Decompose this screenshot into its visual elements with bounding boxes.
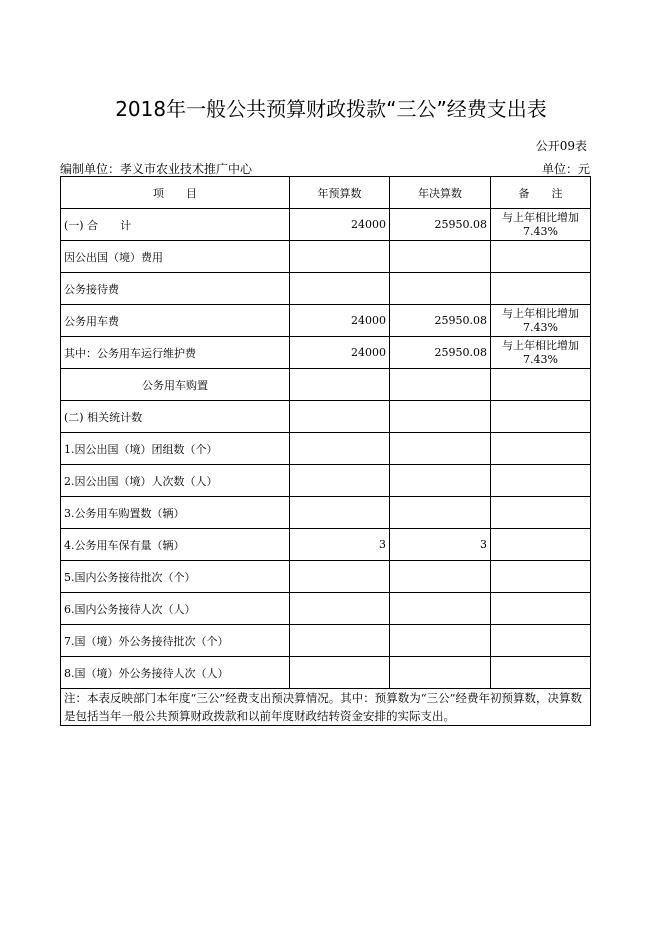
row-item: 7.国（境）外公务接待批次（个） <box>61 625 290 657</box>
row-final <box>390 561 491 593</box>
compiling-unit: 编制单位：孝义市农业技术推广中心 <box>60 162 253 176</box>
table-row <box>61 433 591 465</box>
footnote-row <box>61 689 591 726</box>
header-budget: 年预算数 <box>290 177 390 209</box>
row-final <box>390 273 491 305</box>
row-item: 公务用车费 <box>61 305 290 337</box>
row-note <box>491 369 591 401</box>
table-row <box>61 561 591 593</box>
row-budget <box>290 657 390 689</box>
table-row <box>61 497 591 529</box>
row-item: 4.公务用车保有量（辆） <box>61 529 290 561</box>
row-note <box>491 433 591 465</box>
table-row <box>61 369 591 401</box>
row-final <box>390 625 491 657</box>
row-final: 25950.08 <box>390 305 491 337</box>
row-note <box>491 497 591 529</box>
table-row <box>61 273 591 305</box>
row-item: 公务用车购置 <box>61 369 290 401</box>
row-budget <box>290 625 390 657</box>
row-note <box>491 401 591 433</box>
row-final <box>390 369 491 401</box>
table-row <box>61 465 591 497</box>
row-budget <box>290 593 390 625</box>
row-note: 与上年相比增加7.43% <box>491 209 591 241</box>
row-note <box>491 529 591 561</box>
table-row <box>61 529 591 561</box>
row-note <box>491 241 591 273</box>
row-final: 25950.08 <box>390 209 491 241</box>
row-note <box>491 273 591 305</box>
row-final: 3 <box>390 529 491 561</box>
footnote: 注：本表反映部门本年度“三公”经费支出预决算情况。其中：预算数为“三公”经费年初预算数，决算数是包括当年一般公共预算财政拨款和以前年度财政结转资金安排的实际支出。 <box>61 689 591 726</box>
header-final: 年决算数 <box>390 177 491 209</box>
row-note <box>491 561 591 593</box>
row-item: 1.因公出国（境）团组数（个） <box>61 433 290 465</box>
page-title: 2018年一般公共预算财政拨款“三公”经费支出表 <box>115 97 547 121</box>
row-final <box>390 241 491 273</box>
row-final <box>390 657 491 689</box>
row-note <box>491 657 591 689</box>
row-item: (二) 相关统计数 <box>61 401 290 433</box>
row-budget <box>290 465 390 497</box>
row-item: 因公出国（境）费用 <box>61 241 290 273</box>
row-budget <box>290 273 390 305</box>
row-final <box>390 401 491 433</box>
row-note: 与上年相比增加7.43% <box>491 337 591 369</box>
row-item: 6.国内公务接待人次（人） <box>61 593 290 625</box>
currency-unit: 单位：元 <box>541 162 590 176</box>
form-code: 公开09表 <box>535 139 587 153</box>
row-note <box>491 593 591 625</box>
row-budget: 24000 <box>290 337 390 369</box>
row-budget: 24000 <box>290 305 390 337</box>
table-row <box>61 593 591 625</box>
row-item: 3.公务用车购置数（辆） <box>61 497 290 529</box>
table-row <box>61 657 591 689</box>
row-item: 5.国内公务接待批次（个） <box>61 561 290 593</box>
row-item: 2.因公出国（境）人次数（人） <box>61 465 290 497</box>
header-note: 备 注 <box>491 177 591 209</box>
row-item: 其中：公务用车运行维护费 <box>61 337 290 369</box>
row-item: 公务接待费 <box>61 273 290 305</box>
table-row <box>61 625 591 657</box>
row-budget <box>290 241 390 273</box>
row-budget <box>290 561 390 593</box>
row-budget: 24000 <box>290 209 390 241</box>
row-final <box>390 497 491 529</box>
table-header-row <box>61 177 591 209</box>
row-note: 与上年相比增加7.43% <box>491 305 591 337</box>
table-row <box>61 241 591 273</box>
row-budget <box>290 433 390 465</box>
expense-table <box>60 176 591 726</box>
table-row <box>61 305 591 337</box>
row-note <box>491 465 591 497</box>
table-row <box>61 337 591 369</box>
table-row <box>61 209 591 241</box>
row-note <box>491 625 591 657</box>
row-budget <box>290 369 390 401</box>
row-item: (一) 合 计 <box>61 209 290 241</box>
row-budget <box>290 401 390 433</box>
header-item: 项 目 <box>61 177 290 209</box>
row-final <box>390 593 491 625</box>
table-row <box>61 401 591 433</box>
row-item: 8.国（境）外公务接待人次（人） <box>61 657 290 689</box>
row-final <box>390 433 491 465</box>
row-final <box>390 465 491 497</box>
row-budget: 3 <box>290 529 390 561</box>
row-budget <box>290 497 390 529</box>
row-final: 25950.08 <box>390 337 491 369</box>
